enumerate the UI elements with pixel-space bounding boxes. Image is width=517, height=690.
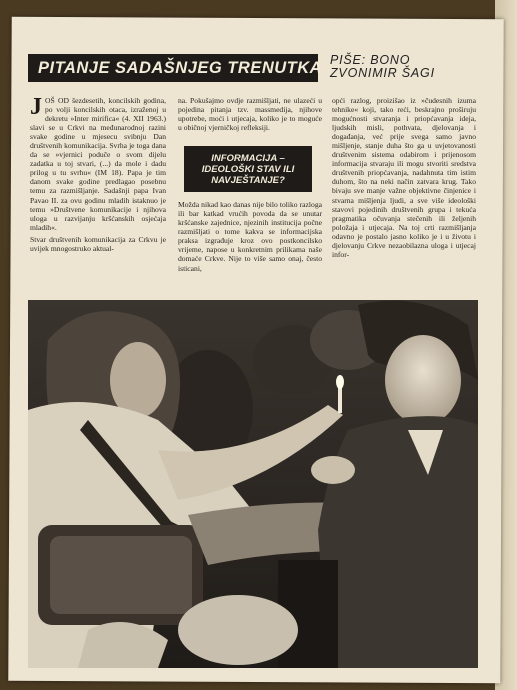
- byline-name: ZVONIMIR ŠAGI: [330, 66, 435, 80]
- paragraph: na. Pokušajmo ovdje razmišljati, ne ulazeći u pojedina pitanja tzv. massmedija, njihove upotrebe, moći i utjecaja, koliko je to moguće u običnoj vjerničkoj refleksiji.: [178, 96, 322, 133]
- paragraph: Možda nikad kao danas nije bilo toliko razloga ili bar katkad vrućih povoda da se unutar kršćanske zajednice, njezinih institucija počne razmišljati o tome kakva se informacijska praksa izgrađuje kroz ovo postkoncilsko vrijeme, napose u konkretnim prilikama naše domaće Crkve. Nije to više samo onaj, često isticani,: [178, 200, 322, 273]
- byline-prefix: PIŠE: BONO: [330, 53, 411, 67]
- photo-icon: [28, 300, 478, 668]
- article-title: PITANJE SADAŠNJEG TRENUTKA: [38, 58, 323, 77]
- paragraph: opći razlog, proizišao iz »čudesnih izuma tehnike« koji, tako reći, beskrajno proširuju mogućnosti stvaranja i priopćavanja ideja, ljudskih misli, pothvata, djelovanja i događanja, već prije svega samo javno mišljenje, stanje duha što ga u uvjetovanosti društvenim sistema odabirom i prijenosom informacija stvaraju ili mogu stvoriti sredstva društvenih priopćavanja, nadahnuta tim istim duhom, što na neki način zatvara krug. Tako bivaju sve manje važne objektivne činjenice i stvarna mišljenja ljudi, a sve više ideološki stavovi pojedinih društvenih grupa i tekuća pragmatika očuvanja stečenih ili željenih položaja i utjecaja. Na toj crti razmišljanja odavno je postalo jasno koliko je i u životu i djelovanju Crkve nezaobilazna uloga i utjecaj infor-: [332, 96, 476, 259]
- text-column-2: [178, 96, 322, 306]
- paragraph: [30, 96, 166, 232]
- paragraph-text: OŠ OD šezdesetih, koncilskih godina, po volji koncilskih otaca, izraženoj u dekretu »Inter mirifica« (4. XII 1963.) slavi se u Crkvi na međunarodnoj razini svake godine u mjesecu svibnju Dan društvenih komunikacija. Svrha je toga dana da se »vjernici poduče o svom dijelu zadatka u toj stvari, (...) da mole i dadu prilog u tu svrhu« (IM 18). Papa je tim danom svake godine predlagao posebnu temu za razmišljanje. Sadašnji papa Ivan Pavao II. za ovu godinu mladih istaknuo je temu »Društvene komunikacije i njihova uloga u razvijanju kršćanskih osjećaja mladih«.: [30, 96, 166, 232]
- section-subheading: INFORMACIJA – IDEOLOŠKI STAV ILI NAVJEŠTANJE?: [184, 146, 312, 192]
- text-column-3: [332, 96, 476, 320]
- article-header-bar: [28, 54, 323, 82]
- byline: [330, 54, 480, 80]
- article-photo: [28, 300, 478, 668]
- drop-cap: J: [30, 96, 42, 120]
- paragraph: Stvar društvenih komunikacija za Crkvu je uvijek mnogostruko aktual-: [30, 234, 166, 253]
- text-column-1: [30, 96, 166, 296]
